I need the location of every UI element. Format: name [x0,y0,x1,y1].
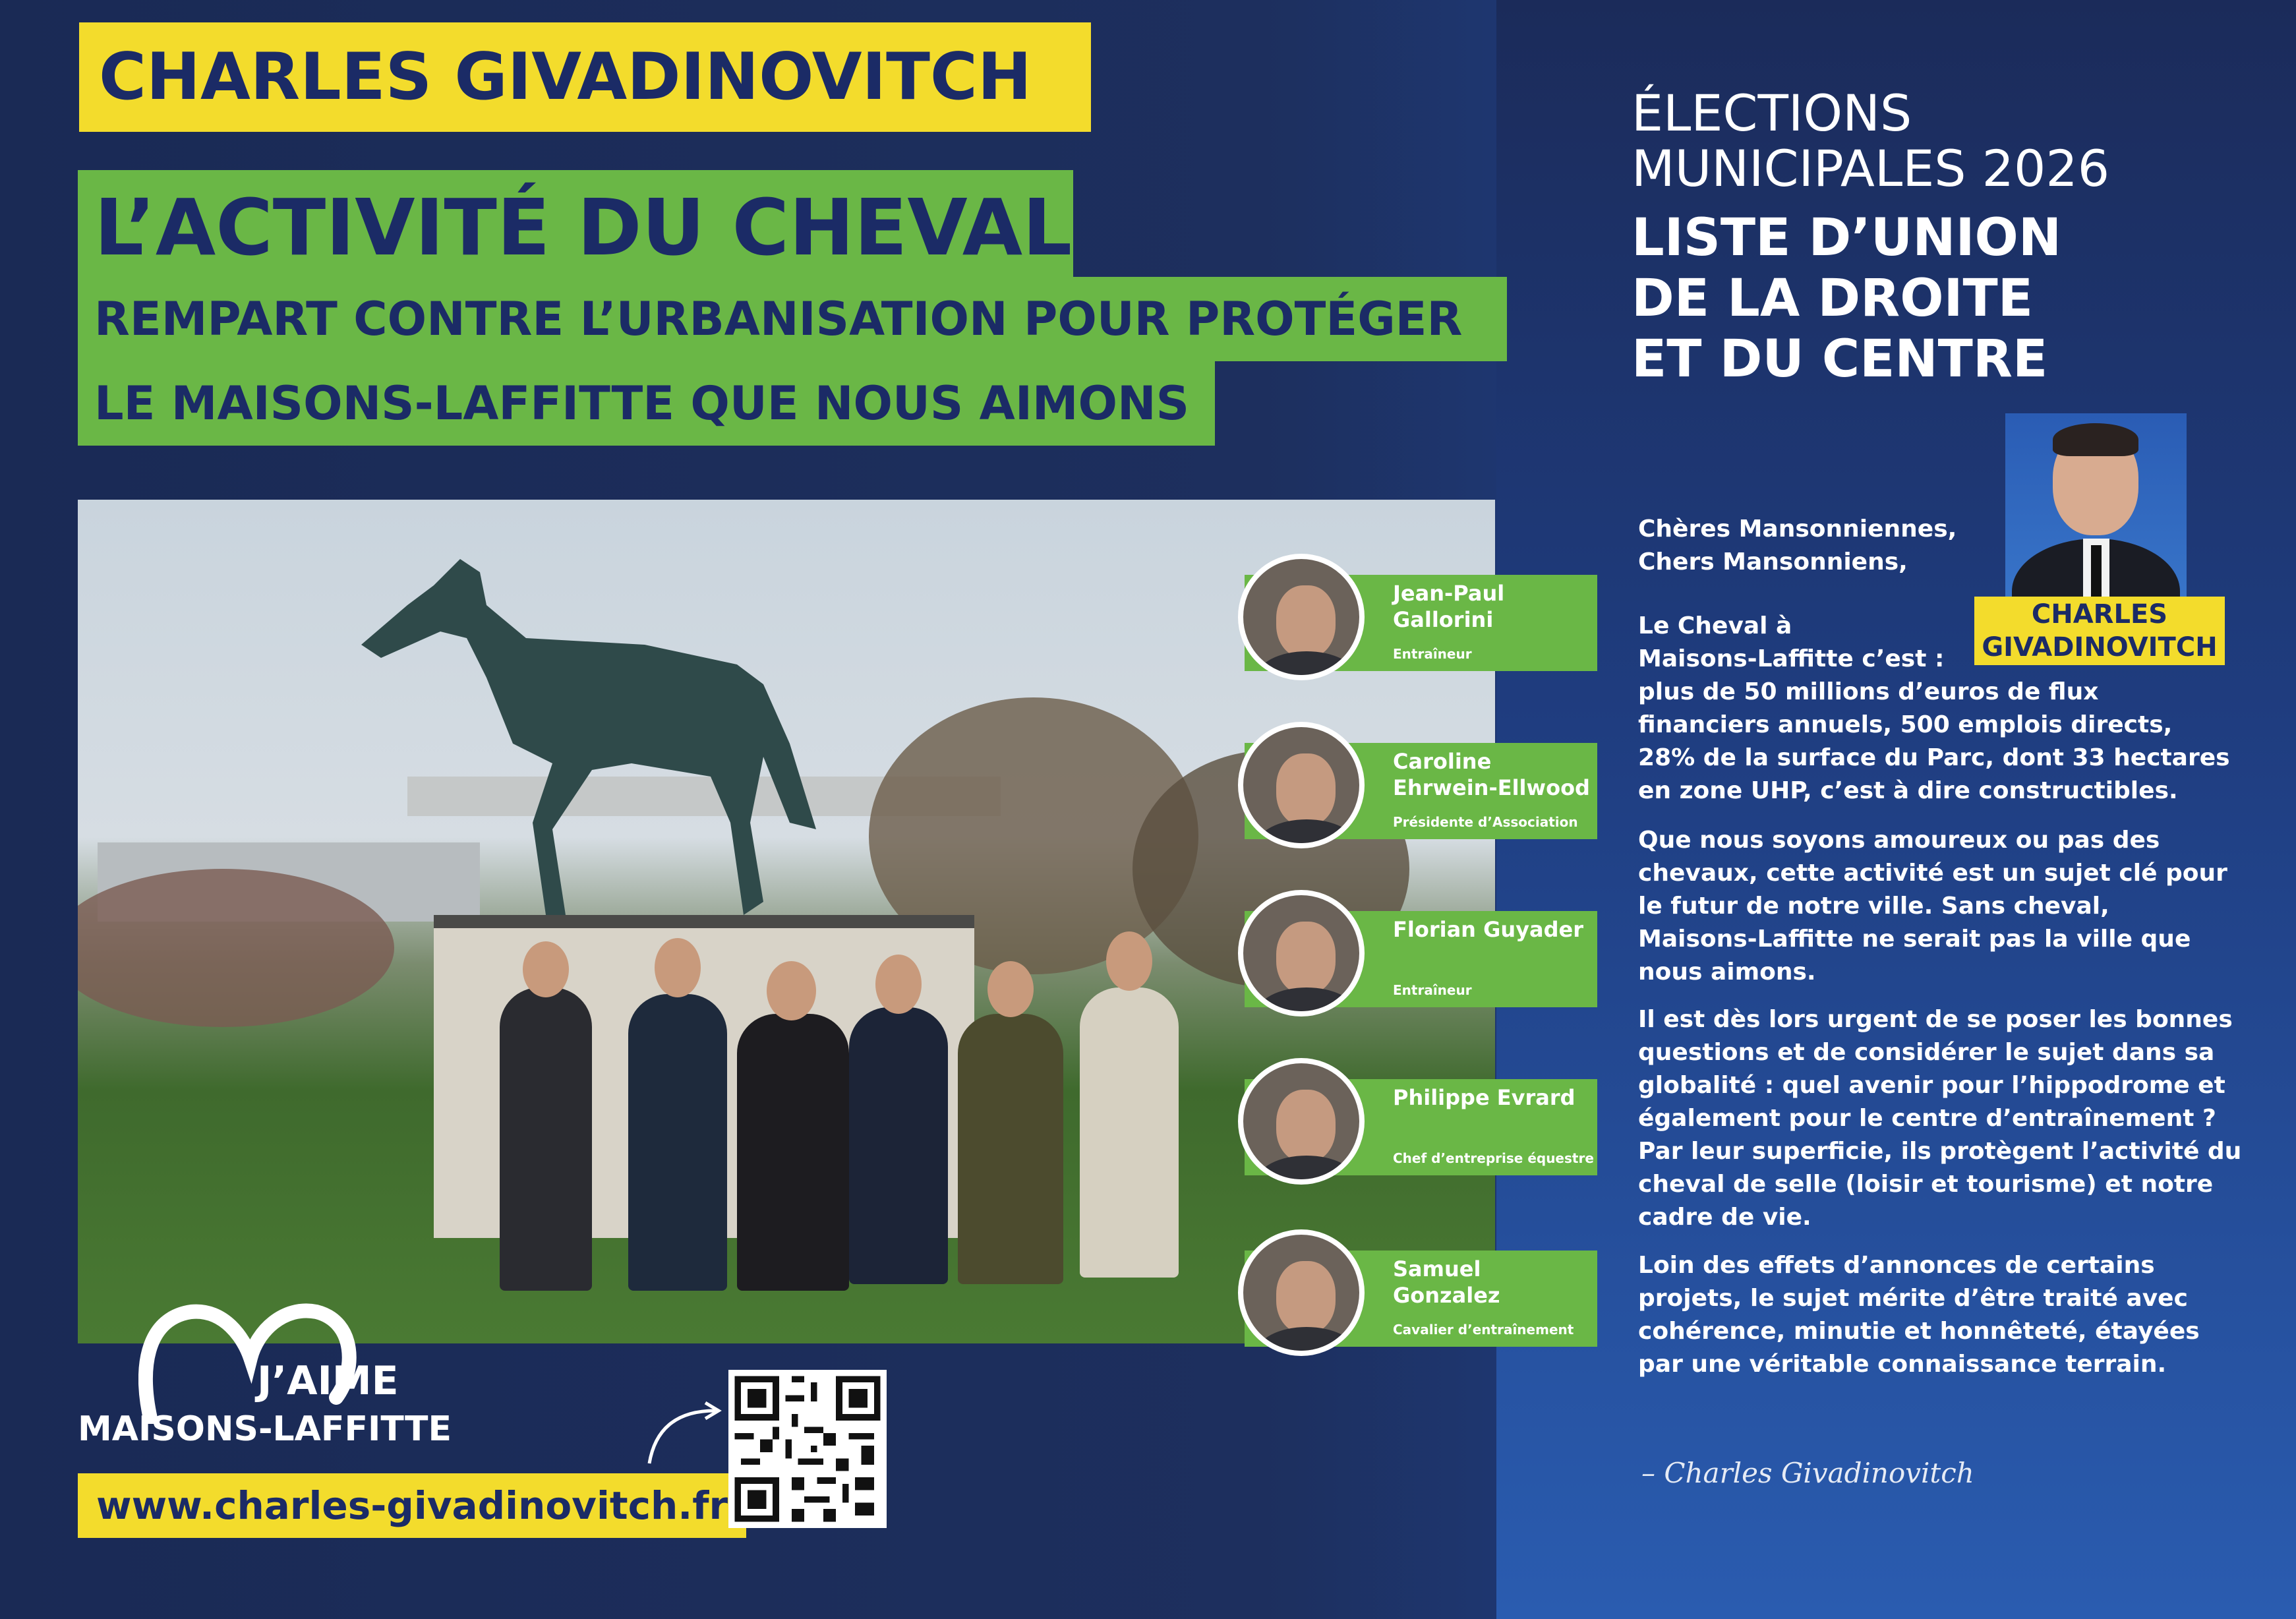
person [958,1014,1063,1284]
portrait-name-badge: CHARLES GIVADINOVITCH [1974,597,2225,665]
team-member-name: Philippe Evrard [1393,1085,1575,1110]
team-member-role: Entraîneur [1393,646,1472,662]
team-member-role: Cavalier d’entraînement [1393,1322,1574,1338]
person [737,1014,849,1291]
team-member-name: Caroline Ehrwein-Ellwood [1393,749,1590,800]
team-member-name: Samuel Gonzalez [1393,1256,1500,1308]
list-title: LISTE D’UNION DE LA DROITE ET DU CENTRE [1632,208,2062,389]
person-head [655,938,701,997]
letter-paragraph-2: Que nous soyons amoureux ou pas des chevaux, cette activité est un sujet clé pour le futur de notre ville. Sans cheval, Maisons-Laffitte ne serait pas la ville que nous aimons. [1638,827,2227,986]
qr-code[interactable] [728,1370,887,1528]
person-head [523,941,569,997]
team-member-photo [1238,890,1365,1016]
team-member [1238,890,1597,1007]
person [849,1007,948,1284]
letter-paragraph-1: Le Cheval à Maisons-Laffitte c’est : plus de 50 millions d’euros de flux financiers annuels, 500 emplois directs, 28% de la surface du Parc, dont 33 hectares en zone UHP, c’est à dire constructibles. [1638,612,2230,804]
candidate-portrait [2005,413,2187,626]
team-member-name: Jean-Paul Gallorini [1393,581,1505,632]
team-member-role: Chef d’entreprise équestre [1393,1150,1594,1166]
team-member-photo [1238,554,1365,680]
team-member-role: Présidente d’Association [1393,814,1578,830]
website-link[interactable]: www.charles-givadinovitch.fr [78,1473,746,1538]
team-member-photo [1238,722,1365,848]
headline-main: L’ACTIVITÉ DU CHEVAL [78,170,1073,285]
team-member-role: Entraîneur [1393,982,1472,998]
candidate-name-banner: CHARLES GIVADINOVITCH [79,22,1091,132]
team-member [1238,1058,1597,1175]
letter-paragraph-3: Il est dès lors urgent de se poser les bonnes questions et de considérer le sujet dans sa globalité : quel avenir pour l’hippodrome et également pour le centre d’entraînement ? Par leur superficie, ils protègent l’activité du cheval de selle (loisir et tourisme) et notre cadre de vie. [1638,1006,2242,1231]
team-member [1238,722,1597,839]
handwritten-signature: – Charles Givadinovitch [1641,1457,1974,1489]
horse-statue [355,546,856,941]
letter-greeting: Chères Mansonniennes, Chers Mansonniens, [1638,515,1957,575]
person [1080,987,1179,1278]
team-member-name: Florian Guyader [1393,917,1583,942]
person-head [875,955,922,1014]
person [628,994,727,1291]
person-head [1106,931,1152,991]
team-member [1238,1229,1597,1347]
logo-line-1: J’AIME [257,1358,399,1404]
person-head [987,961,1034,1017]
headline-sub-2: LE MAISONS-LAFFITTE QUE NOUS AIMONS [78,361,1215,446]
person-head [767,961,816,1020]
letter-paragraph-4: Loin des effets d’annonces de certains projets, le sujet mérite d’être traité avec cohérence, minutie et honnêteté, étayées par une véritable connaissance terrain. [1638,1252,2200,1378]
team-member [1238,554,1597,671]
person [500,987,592,1291]
team-member-photo [1238,1058,1365,1185]
headline-sub-1: REMPART CONTRE L’URBANISATION POUR PROTÉGER [78,277,1507,361]
elections-title: ÉLECTIONS MUNICIPALES 2026 [1632,84,2110,198]
logo-line-2: MAISONS-LAFFITTE [78,1409,452,1449]
curved-arrow-icon [643,1398,728,1470]
team-member-photo [1238,1229,1365,1356]
